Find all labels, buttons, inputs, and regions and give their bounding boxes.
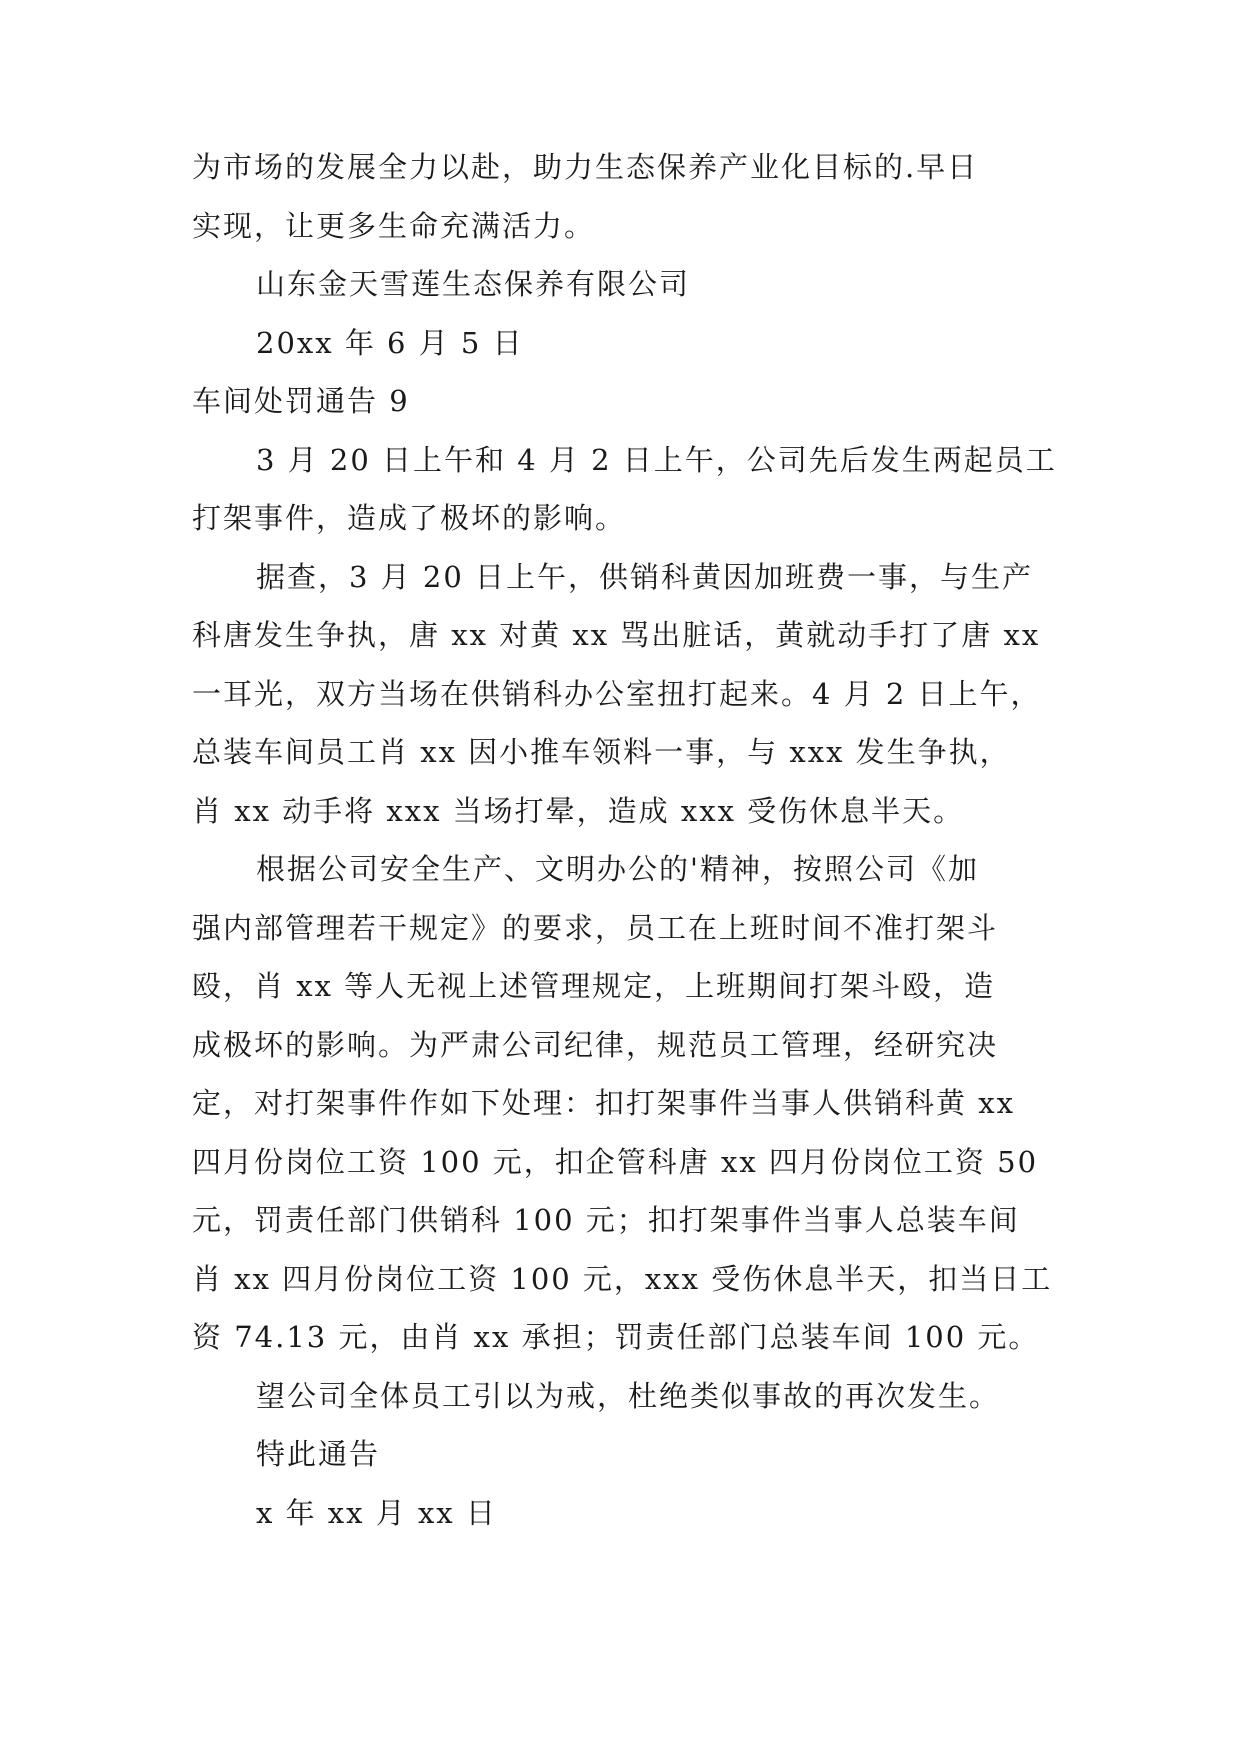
company-signature: 山东金天雪莲生态保养有限公司 [256, 267, 691, 301]
document-body [192, 138, 1057, 1542]
paragraph2-line-1: 据查，3 月 20 日上午，供销科黄因加班费一事，与生产 [256, 559, 1034, 594]
paragraph3-line-7: 元，罚责任部门供销科 100 元；扣打架事件当事人总装车间 [192, 1203, 1020, 1237]
paragraph2-line-4: 总装车间员工肖 xx 因小推车领料一事，与 xxx 发生争执， [192, 735, 1011, 769]
paragraph2-line-3: 一耳光，双方当场在供销科办公室扭打起来。4 月 2 日上午， [192, 676, 1042, 711]
paragraph3-line-3: 殴，肖 xx 等人无视上述管理规定，上班期间打架斗殴，造 [192, 969, 996, 1003]
paragraph3-line-9: 资 74.13 元，由肖 xx 承担；罚责任部门总装车间 100 元。 [192, 1320, 1040, 1354]
closing-text: 特此通告 [256, 1437, 381, 1471]
paragraph3-line-6: 四月份岗位工资 100 元，扣企管科唐 xx 四月份岗位工资 50 [192, 1144, 1039, 1179]
paragraph3-line-5: 定，对打架事件作如下处理：扣打架事件当事人供销科黄 xx [192, 1086, 1015, 1120]
section-title: 车间处罚通告 9 [192, 384, 410, 418]
closing-date: x 年 xx 月 xx 日 [256, 1495, 497, 1530]
paragraph1-line-2: 打架事件，造成了极坏的影响。 [192, 501, 627, 535]
paragraph2-line-5: 肖 xx 动手将 xxx 当场打晕，造成 xxx 受伤休息半天。 [192, 793, 965, 828]
paragraph3-line-4: 成极坏的影响。为严肃公司纪律，规范员工管理，经研究决 [192, 1027, 999, 1062]
paragraph3-line-1: 根据公司安全生产、文明办公的'精神，按照公司《加 [256, 852, 979, 886]
paragraph3-line-2: 强内部管理若干规定》的要求，员工在上班时间不准打架斗 [192, 910, 999, 945]
company-date: 20xx 年 6 月 5 日 [256, 325, 524, 360]
paragraph2-line-2: 科唐发生争执，唐 xx 对黄 xx 骂出脏话，黄就动手打了唐 xx [192, 618, 1041, 652]
paragraph3-line-8: 肖 xx 四月份岗位工资 100 元，xxx 受伤休息半天，扣当日工 [192, 1261, 1053, 1296]
paragraph1-line-1: 3 月 20 日上午和 4 月 2 日上午，公司先后发生两起员工 [256, 442, 1057, 477]
paragraph4: 望公司全体员工引以为戒，杜绝类似事故的再次发生。 [256, 1378, 1001, 1413]
intro-line-2: 实现，让更多生命充满活力。 [192, 208, 596, 243]
intro-line-1: 为市场的发展全力以赴，助力生态保养产业化目标的.早日 [192, 150, 979, 184]
